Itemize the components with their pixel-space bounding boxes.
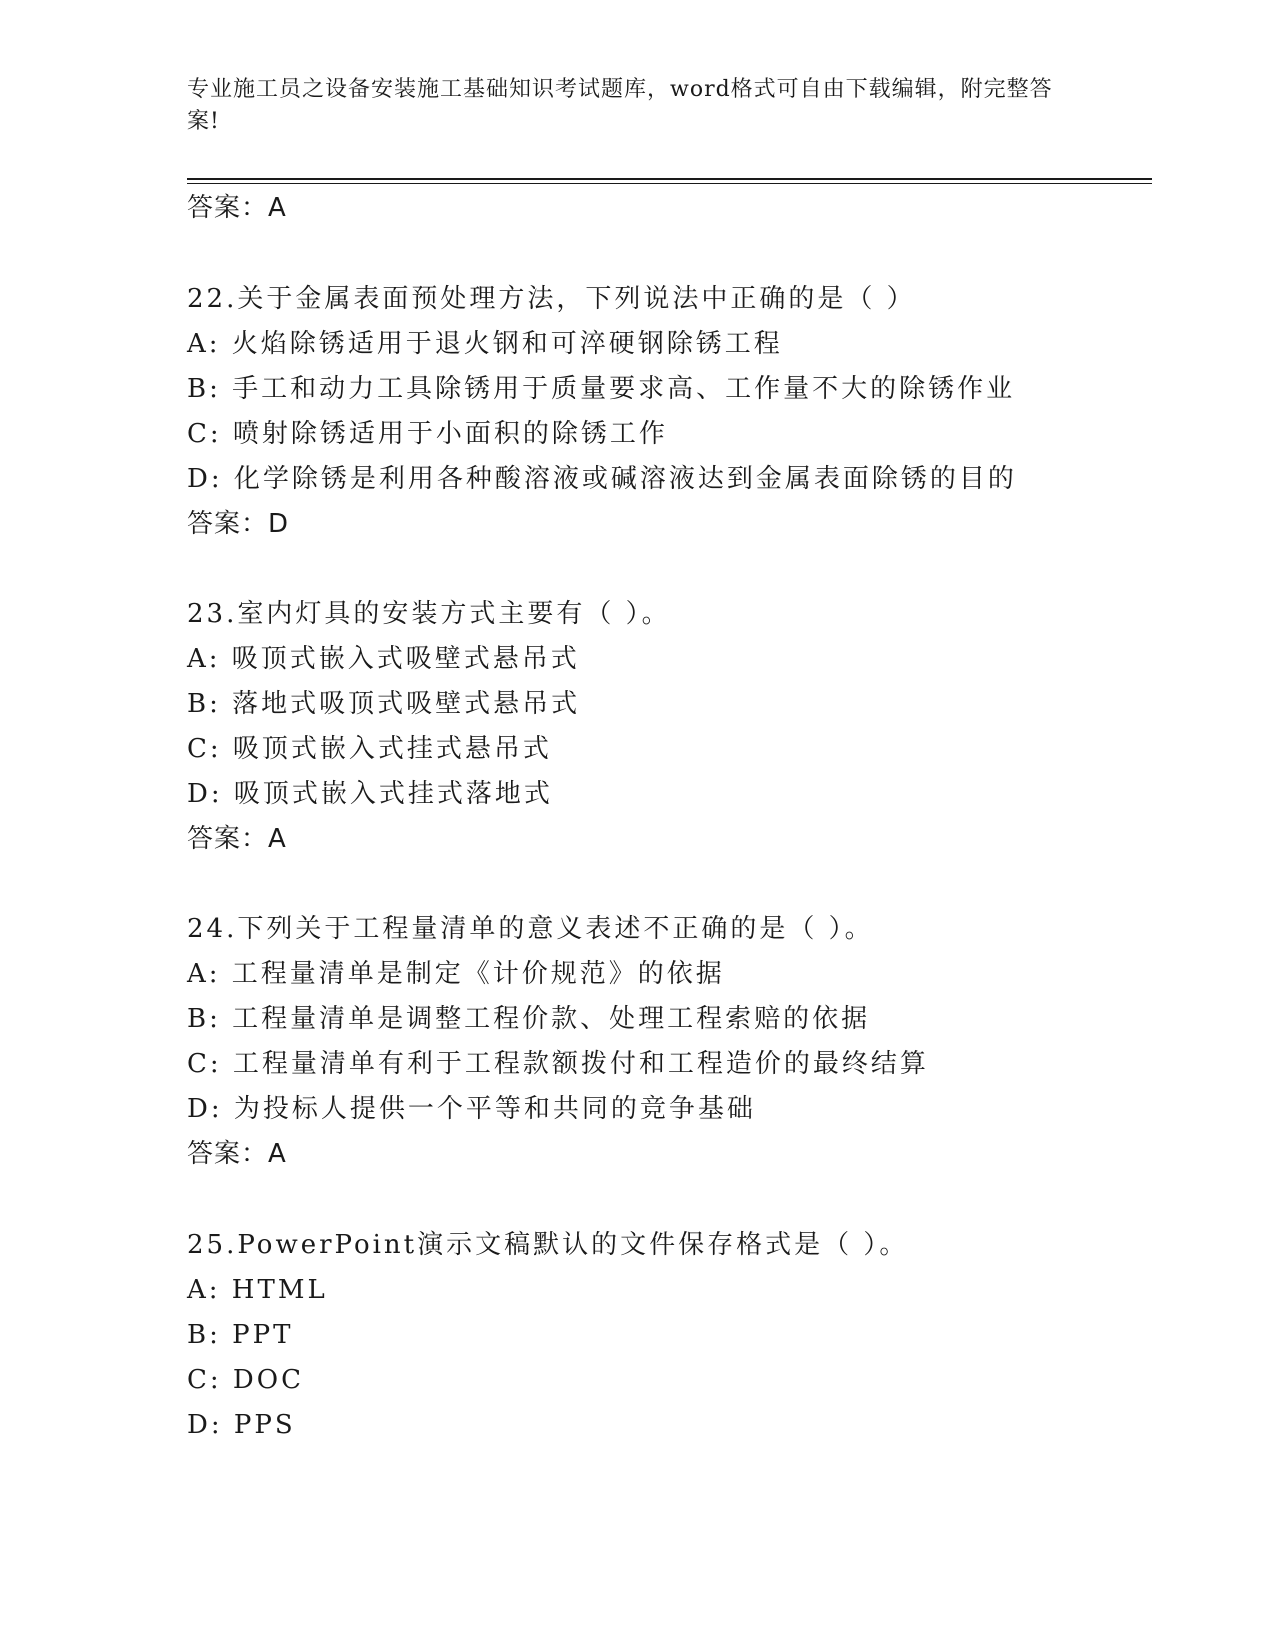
question-25-option-d: D: PPS	[187, 1410, 296, 1440]
question-22-option-b: B: 手工和动力工具除锈用于质量要求高、工作量不大的除锈作业	[187, 374, 1016, 404]
question-23-option-c: C: 吸顶式嵌入式挂式悬吊式	[187, 734, 552, 764]
answer-q23: 答案：A	[187, 824, 287, 854]
question-24-option-c: C: 工程量清单有利于工程款额拨付和工程造价的最终结算	[187, 1049, 929, 1079]
question-22-option-d: D: 化学除锈是利用各种酸溶液或碱溶液达到金属表面除锈的目的	[187, 464, 1017, 494]
question-24-option-b: B: 工程量清单是调整工程价款、处理工程索赔的依据	[187, 1004, 871, 1034]
question-24-option-d: D: 为投标人提供一个平等和共同的竞争基础	[187, 1094, 756, 1124]
header-divider-thick	[187, 178, 1152, 180]
document-header-text: 专业施工员之设备安装施工基础知识考试题库，word格式可自由下载编辑，附完整答案!	[187, 77, 1053, 134]
question-22-option-c: C: 喷射除锈适用于小面积的除锈工作	[187, 419, 668, 449]
question-25-option-b: B: PPT	[187, 1320, 294, 1350]
question-23-option-b: B: 落地式吸顶式吸壁式悬吊式	[187, 689, 581, 719]
answer-q21: 答案：A	[187, 193, 287, 223]
question-25-option-c: C: DOC	[187, 1365, 304, 1395]
question-23-stem: 23.室内灯具的安装方式主要有（ ）。	[187, 599, 671, 629]
question-23-option-d: D: 吸顶式嵌入式挂式落地式	[187, 779, 553, 809]
question-22-stem: 22.关于金属表面预处理方法，下列说法中正确的是（ ）	[187, 284, 916, 314]
header-divider-thin	[187, 183, 1152, 184]
answer-q24: 答案：A	[187, 1139, 287, 1169]
question-23-option-a: A: 吸顶式嵌入式吸壁式悬吊式	[187, 644, 580, 674]
question-24-option-a: A: 工程量清单是制定《计价规范》的依据	[187, 959, 725, 989]
answer-q22: 答案：D	[187, 509, 290, 539]
question-24-stem: 24.下列关于工程量清单的意义表述不正确的是（ ）。	[187, 914, 874, 944]
question-25-option-a: A: HTML	[187, 1275, 328, 1305]
question-22-option-a: A: 火焰除锈适用于退火钢和可淬硬钢除锈工程	[187, 329, 783, 359]
question-25-stem: 25.PowerPoint演示文稿默认的文件保存格式是（ ）。	[187, 1230, 909, 1260]
